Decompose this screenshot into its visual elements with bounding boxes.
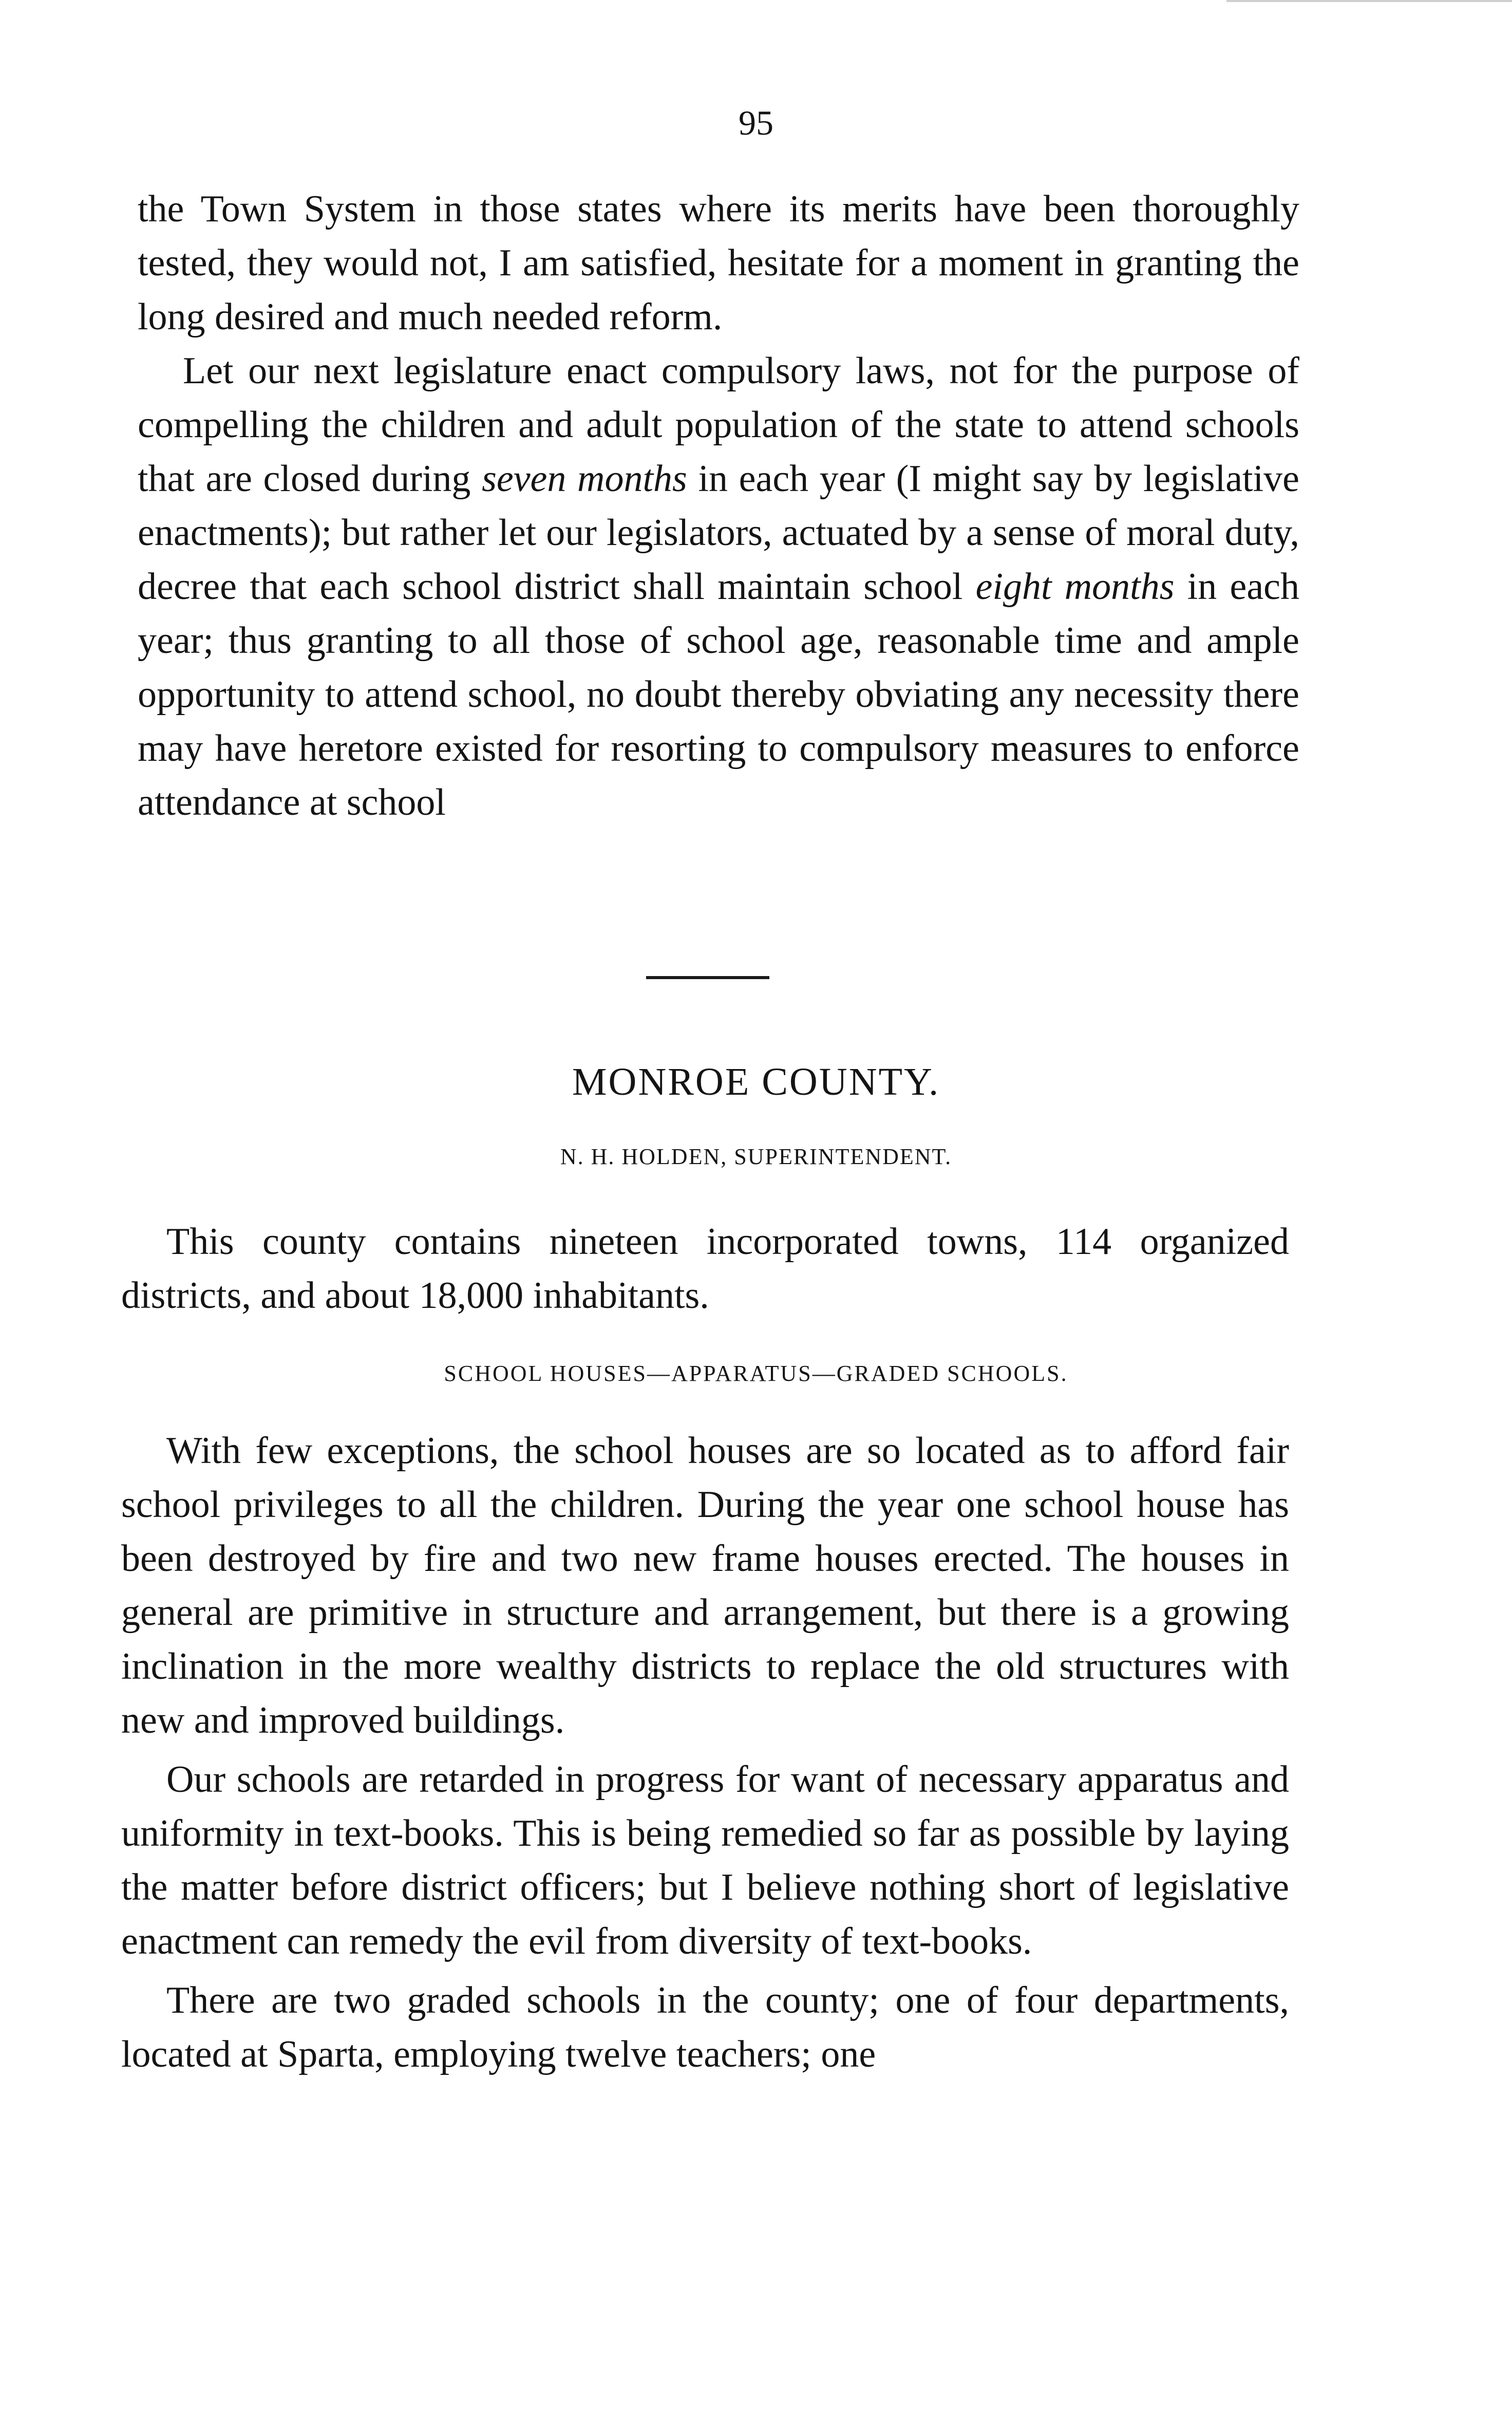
paragraph-text: Let our next legislature enact compulsory laws, not for the purpose of compelling the children and adult population of the state to attend schools that are closed during — [138, 350, 1299, 500]
legislature-paragraph — [138, 344, 1299, 830]
county-intro-block — [121, 1215, 1289, 1323]
continued-paragraph: the Town System in those states where its merits have been thoroughly tested, they would not, I am satisfied, hesitate for a moment in granting the long desired and much needed reform. — [138, 188, 1299, 338]
scan-edge-line — [1226, 0, 1512, 2]
county-heading: MONROE COUNTY. — [572, 1060, 940, 1103]
paragraph: There are two graded schools in the county; one of four departments, located at Sparta, employing twelve teachers; one — [121, 1979, 1289, 2075]
school-houses-text-block — [121, 1424, 1289, 2082]
emphasis-eight-months: eight months — [975, 566, 1175, 608]
county-intro-paragraph: This county contains nineteen incorporated towns, 114 organized districts, and about 18,000 inhabitants. — [121, 1221, 1289, 1317]
superintendent-line: N. H. HOLDEN, SUPERINTENDENT. — [560, 1144, 952, 1169]
paragraph-text: in each year; thus granting to all those of school age, reasonable time and ample opportunity to attend school, no doubt thereby obviating any necessity there may have heretore existed for resorting to compulsory measures to enforce attendance at school — [138, 566, 1300, 823]
section-subheading: SCHOOL HOUSES—APPARATUS—GRADED SCHOOLS. — [444, 1361, 1068, 1386]
paragraph-text: in each year (I might say by legislative enactments); but rather let our legislators, actuated by a sense of moral duty, decree that each school district shall maintain school — [138, 458, 1299, 608]
emphasis-seven-months: seven months — [482, 458, 687, 500]
paragraph: Our schools are retarded in progress for want of necessary apparatus and uniformity in text-books. This is being remedied so far as possible by laying the matter before district officers; but I believe nothing short of legislative enactment can remedy the evil from diversity of text-books. — [121, 1758, 1289, 1962]
page-number: 95 — [739, 103, 773, 142]
top-text-block — [138, 182, 1299, 830]
paragraph: With few exceptions, the school houses are so located as to afford fair school privileges to all the children. During the year one school house has been destroyed by fire and two new frame houses erected. The houses in general are primitive in structure and arrangement, but there is a growing inclination in the more wealthy districts to replace the old structures with new and improved buildings. — [121, 1430, 1289, 1741]
section-divider — [646, 976, 769, 979]
